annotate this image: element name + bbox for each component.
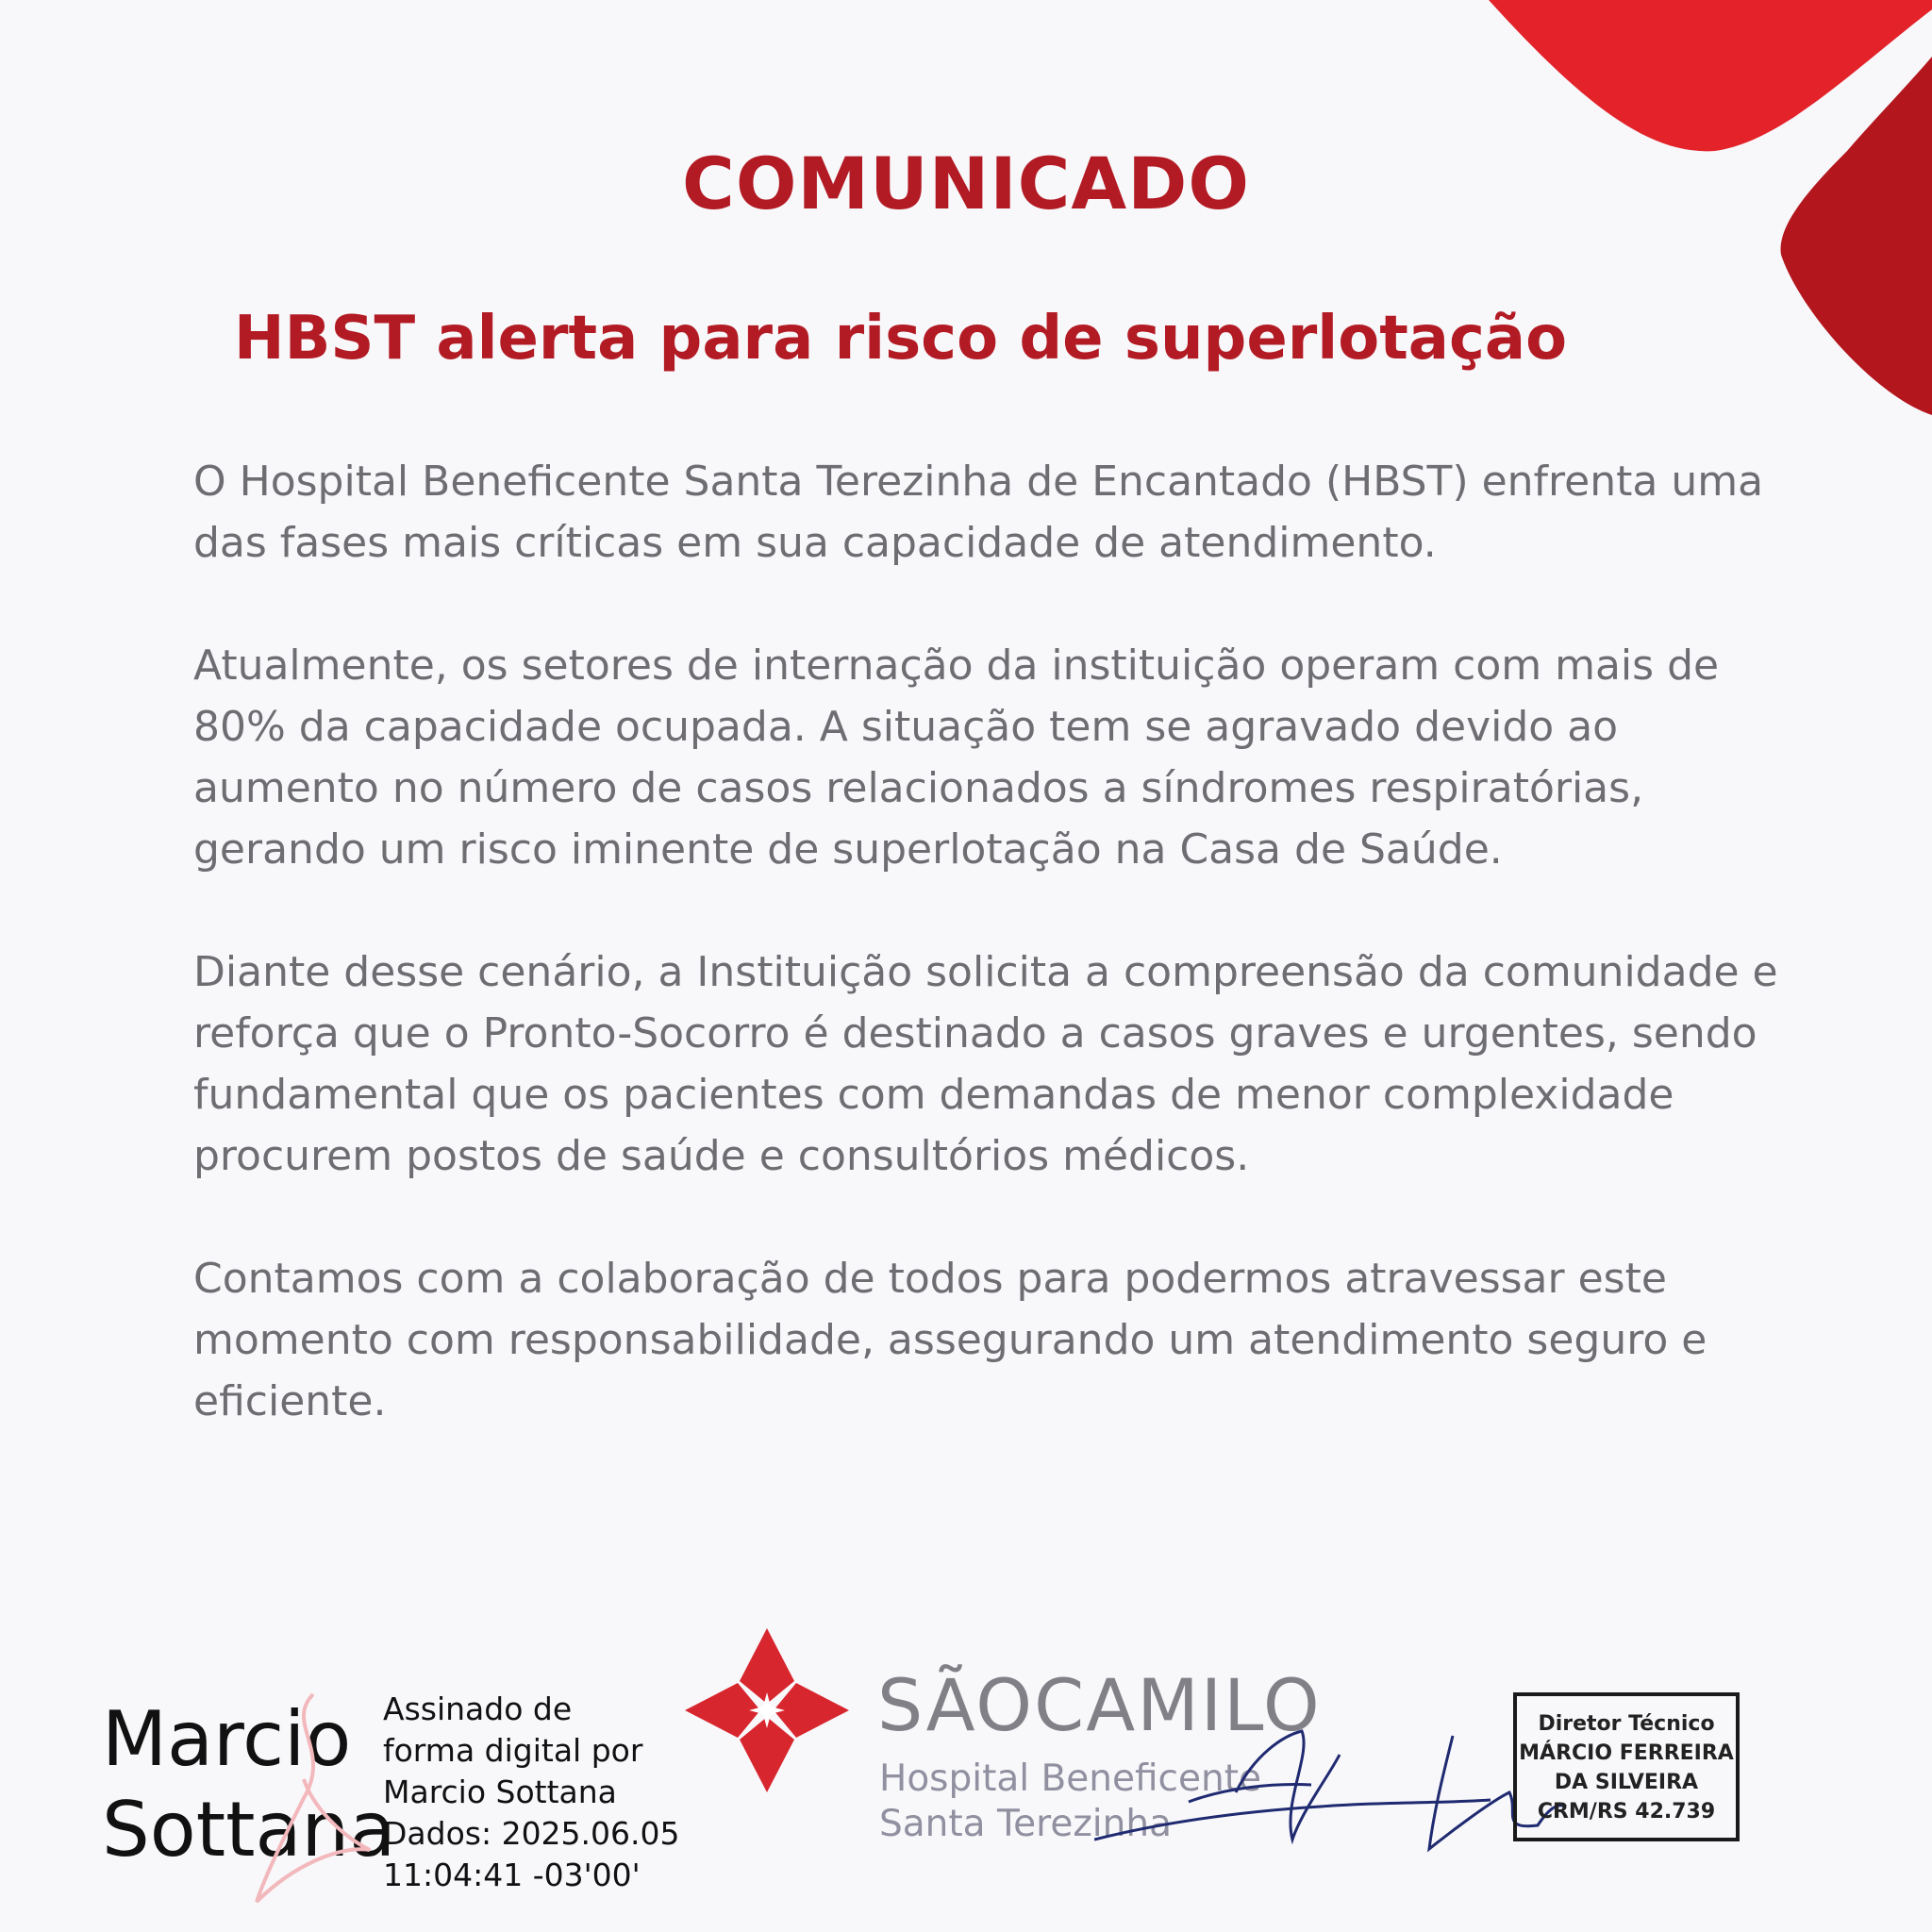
hospital-name-line: Hospital Beneficente <box>879 1757 1261 1800</box>
document-body <box>193 451 1788 1493</box>
signature-detail-line: Dados: 2025.06.05 <box>383 1815 680 1852</box>
acrobat-signature-icon <box>247 1685 379 1911</box>
document-heading: COMUNICADO <box>682 142 1250 225</box>
brand-part: SÃO <box>877 1663 1035 1747</box>
paragraph: O Hospital Beneficente Santa Terezinha de Encantado (HBST) enfrenta uma das fases mais críticas em sua capacidade de atendimento. <box>193 458 1764 567</box>
document-subheading: HBST alerta para risco de superlotação <box>234 304 1568 374</box>
paragraph: Contamos com a colaboração de todos para podermos atravessar este momento com responsabilidade, assegurando um atendimento seguro e eficiente. <box>193 1255 1707 1425</box>
hospital-name-line: Santa Terezinha <box>879 1803 1172 1845</box>
stamp-line: Diretor Técnico <box>1538 1712 1715 1736</box>
signature-name-line: Marcio <box>102 1695 352 1783</box>
paragraph: Atualmente, os setores de internação da instituição operam com mais de 80% da capacidade ocupada. A situação tem se agravado devido ao aumento no número de casos relacionados a síndromes respiratórias, gerando um risco iminente de superlotação na Casa de Saúde. <box>193 641 1720 874</box>
stamp-line: DA SILVEIRA <box>1554 1771 1699 1794</box>
digital-signature-details <box>383 1689 680 1896</box>
sao-camilo-cross-icon <box>681 1624 853 1796</box>
brand-part: CAMILO <box>1034 1663 1322 1747</box>
handwritten-signature <box>1094 1717 1585 1868</box>
director-stamp <box>1513 1692 1740 1841</box>
paragraph: Diante desse cenário, a Instituição solicita a compreensão da comunidade e reforça que o Pronto-Socorro é destinado a casos graves e urgentes, sendo fundamental que os pacientes com demandas de menor complexidade procurem postos de saúde e consultórios médicos. <box>193 948 1778 1180</box>
signature-name-line: Sottana <box>102 1786 396 1874</box>
signature-detail-line: forma digital por <box>383 1732 643 1769</box>
signature-detail-line: Marcio Sottana <box>383 1774 617 1810</box>
stamp-line: MÁRCIO FERREIRA <box>1519 1741 1734 1765</box>
signature-detail-line: Assinado de <box>383 1690 573 1727</box>
stamp-line: CRM/RS 42.739 <box>1537 1800 1716 1824</box>
signature-detail-line: 11:04:41 -03'00' <box>383 1857 641 1893</box>
